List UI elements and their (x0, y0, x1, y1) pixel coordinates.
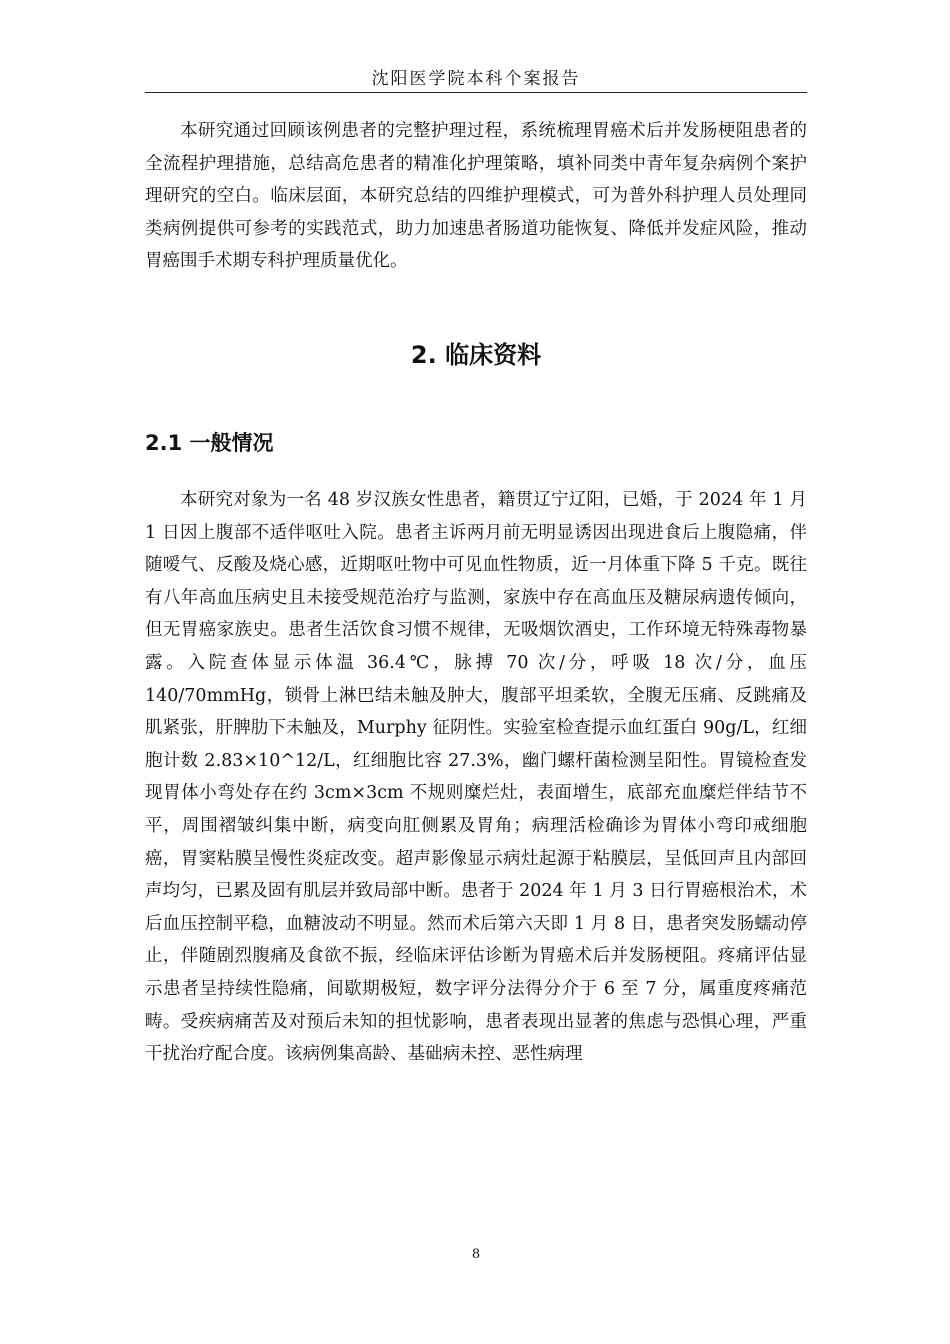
general-info-paragraph: 本研究对象为一名 48 岁汉族女性患者，籍贯辽宁辽阳，已婚，于 2024 年 1 月 1 日因上腹部不适伴呕吐入院。患者主诉两月前无明显诱因出现进食后上腹隐痛，伴随嗳气、反酸及烧心感，近期呕吐物中可见血性物质，近一月体重下降 5 千克。既往有八年高血压病史且未接受规范治疗与监测，家族中存在高血压及糖尿病遗传倾向，但无胃癌家族史。患者生活饮食习惯不规律，无吸烟饮酒史，工作环境无特殊毒物暴露。入院查体显示体温 36.4℃，脉搏 70 次/分，呼吸 18 次/分，血压 140/70mmHg，锁骨上淋巴结未触及肿大，腹部平坦柔软，全腹无压痛、反跳痛及肌紧张，肝脾肋下未触及，Murphy 征阴性。实验室检查提示血红蛋白 90g/L，红细胞计数 2.83×10^12/L，红细胞比容 27.3%，幽门螺杆菌检测呈阳性。胃镜检查发现胃体小弯处存在约 3cm×3cm 不规则糜烂灶，表面增生，底部充血糜烂伴结节不平，周围褶皱纠集中断，病变向肛侧累及胃角；病理活检确诊为胃体小弯印戒细胞癌，胃窦粘膜呈慢性炎症改变。超声影像显示病灶起源于粘膜层，呈低回声且内部回声均匀，已累及固有肌层并致局部中断。患者于 2024 年 1 月 3 日行胃癌根治术，术后血压控制平稳，血糖波动不明显。然而术后第六天即 1 月 8 日，患者突发肠蠕动停止，伴随剧烈腹痛及食欲不振，经临床评估诊断为胃癌术后并发肠梗阻。疼痛评估显示患者呈持续性隐痛，间歇期极短，数字评分法得分介于 6 至 7 分，属重度疼痛范畴。受疾病痛苦及对预后未知的担忧影响，患者表现出显著的焦虑与恐惧心理，严重干扰治疗配合度。该病例集高龄、基础病未控、恶性病理 (145, 490, 807, 1065)
page-number: 8 (471, 1247, 481, 1262)
section-heading: 2.1 一般情况 (145, 431, 274, 455)
header-rule (145, 92, 807, 93)
page-header-title: 沈阳医学院本科个案报告 (371, 69, 581, 89)
intro-paragraph: 本研究通过回顾该例患者的完整护理过程，系统梳理胃癌术后并发肠梗阻患者的全流程护理措施，总结高危患者的精准化护理策略，填补同类中青年复杂病例个案护理研究的空白。临床层面，本研究总结的四维护理模式，可为普外科护理人员处理同类病例提供可参考的实践范式，助力加速患者肠道功能恢复、降低并发症风险，推动胃癌围手术期专科护理质量优化。 (145, 121, 807, 272)
chapter-heading: 2. 临床资料 (410, 341, 542, 369)
